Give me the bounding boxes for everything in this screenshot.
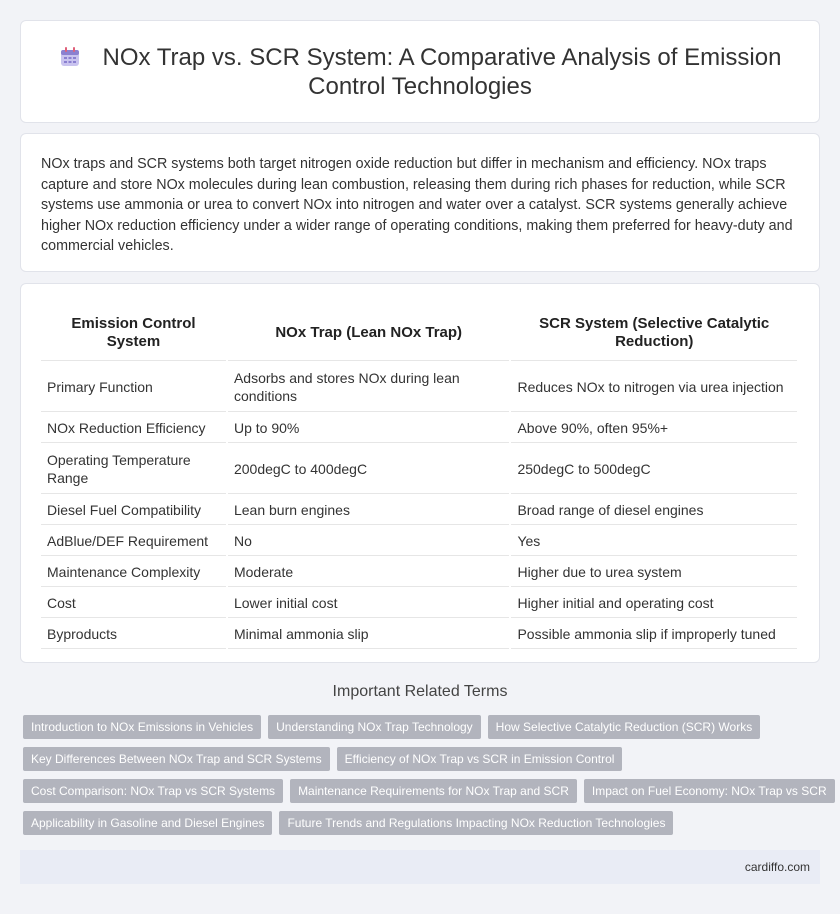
table-cell: Up to 90% bbox=[228, 414, 509, 443]
related-term-tag[interactable]: Applicability in Gasoline and Diesel Engines bbox=[23, 811, 272, 835]
table-cell: 200degC to 400degC bbox=[228, 445, 509, 494]
table-row bbox=[41, 496, 797, 525]
table-cell: Possible ammonia slip if improperly tuned bbox=[511, 620, 797, 649]
table-row bbox=[41, 414, 797, 443]
table-cell: Diesel Fuel Compatibility bbox=[41, 496, 226, 525]
comparison-table bbox=[39, 304, 799, 651]
table-row bbox=[41, 558, 797, 587]
table-cell: Higher initial and operating cost bbox=[511, 589, 797, 618]
table-cell: Lean burn engines bbox=[228, 496, 509, 525]
table-cell: Yes bbox=[511, 527, 797, 556]
table-cell: Operating Temperature Range bbox=[41, 445, 226, 494]
table-header-row bbox=[41, 306, 797, 361]
related-term-tag[interactable]: Introduction to NOx Emissions in Vehicles bbox=[23, 715, 261, 739]
table-header: Emission Control System bbox=[41, 306, 226, 361]
table-cell: Cost bbox=[41, 589, 226, 618]
table-row bbox=[41, 589, 797, 618]
table-cell: 250degC to 500degC bbox=[511, 445, 797, 494]
table-cell: Maintenance Complexity bbox=[41, 558, 226, 587]
related-terms-tags bbox=[23, 715, 827, 843]
related-term-tag[interactable]: How Selective Catalytic Reduction (SCR) Works bbox=[488, 715, 761, 739]
table-cell: Minimal ammonia slip bbox=[228, 620, 509, 649]
footer-site-link[interactable]: cardiffo.com bbox=[744, 860, 810, 874]
table-cell: NOx Reduction Efficiency bbox=[41, 414, 226, 443]
tag-row bbox=[23, 811, 823, 835]
table-cell: Lower initial cost bbox=[228, 589, 509, 618]
table-cell: Broad range of diesel engines bbox=[511, 496, 797, 525]
comparison-table-card bbox=[20, 283, 820, 663]
footer bbox=[20, 850, 820, 884]
table-cell: No bbox=[228, 527, 509, 556]
page-title-text: NOx Trap vs. SCR System: A Comparative Analysis of Emission Control Technologies bbox=[102, 44, 782, 100]
table-cell: Above 90%, often 95%+ bbox=[511, 414, 797, 443]
table-cell: Primary Function bbox=[41, 363, 226, 412]
table-cell: Byproducts bbox=[41, 620, 226, 649]
related-term-tag[interactable]: Understanding NOx Trap Technology bbox=[268, 715, 481, 739]
table-cell: Moderate bbox=[228, 558, 509, 587]
related-terms-title: Important Related Terms bbox=[332, 683, 508, 700]
page-title bbox=[51, 43, 789, 101]
calendar-icon bbox=[59, 46, 81, 68]
tag-row bbox=[23, 747, 823, 771]
table-cell: Higher due to urea system bbox=[511, 558, 797, 587]
related-term-tag[interactable]: Key Differences Between NOx Trap and SCR Systems bbox=[23, 747, 330, 771]
tag-row bbox=[23, 779, 827, 803]
related-term-tag[interactable]: Impact on Fuel Economy: NOx Trap vs SCR bbox=[584, 779, 835, 803]
table-row bbox=[41, 527, 797, 556]
table-cell: AdBlue/DEF Requirement bbox=[41, 527, 226, 556]
intro-card bbox=[20, 133, 820, 272]
related-term-tag[interactable]: Efficiency of NOx Trap vs SCR in Emission Control bbox=[337, 747, 623, 771]
table-row bbox=[41, 445, 797, 494]
table-header: SCR System (Selective Catalytic Reduction) bbox=[511, 306, 797, 361]
tag-row bbox=[23, 715, 823, 739]
intro-paragraph: NOx traps and SCR systems both target nitrogen oxide reduction but differ in mechanism and efficiency. NOx traps capture and store NOx molecules during lean combustion, releasing them during rich phases for reduction, while SCR systems use ammonia or urea to convert NOx into nitrogen and water over a catalyst. SCR systems generally achieve higher NOx reduction efficiency under a wider range of operating conditions, making them preferred for heavy-duty and commercial vehicles. bbox=[41, 156, 793, 254]
related-term-tag[interactable]: Future Trends and Regulations Impacting NOx Reduction Technologies bbox=[279, 811, 673, 835]
related-term-tag[interactable]: Maintenance Requirements for NOx Trap and SCR bbox=[290, 779, 577, 803]
table-cell: Adsorbs and stores NOx during lean conditions bbox=[228, 363, 509, 412]
table-row bbox=[41, 620, 797, 649]
header-card bbox=[20, 20, 820, 123]
related-term-tag[interactable]: Cost Comparison: NOx Trap vs SCR Systems bbox=[23, 779, 283, 803]
table-cell: Reduces NOx to nitrogen via urea injection bbox=[511, 363, 797, 412]
table-header: NOx Trap (Lean NOx Trap) bbox=[228, 306, 509, 361]
table-row bbox=[41, 363, 797, 412]
